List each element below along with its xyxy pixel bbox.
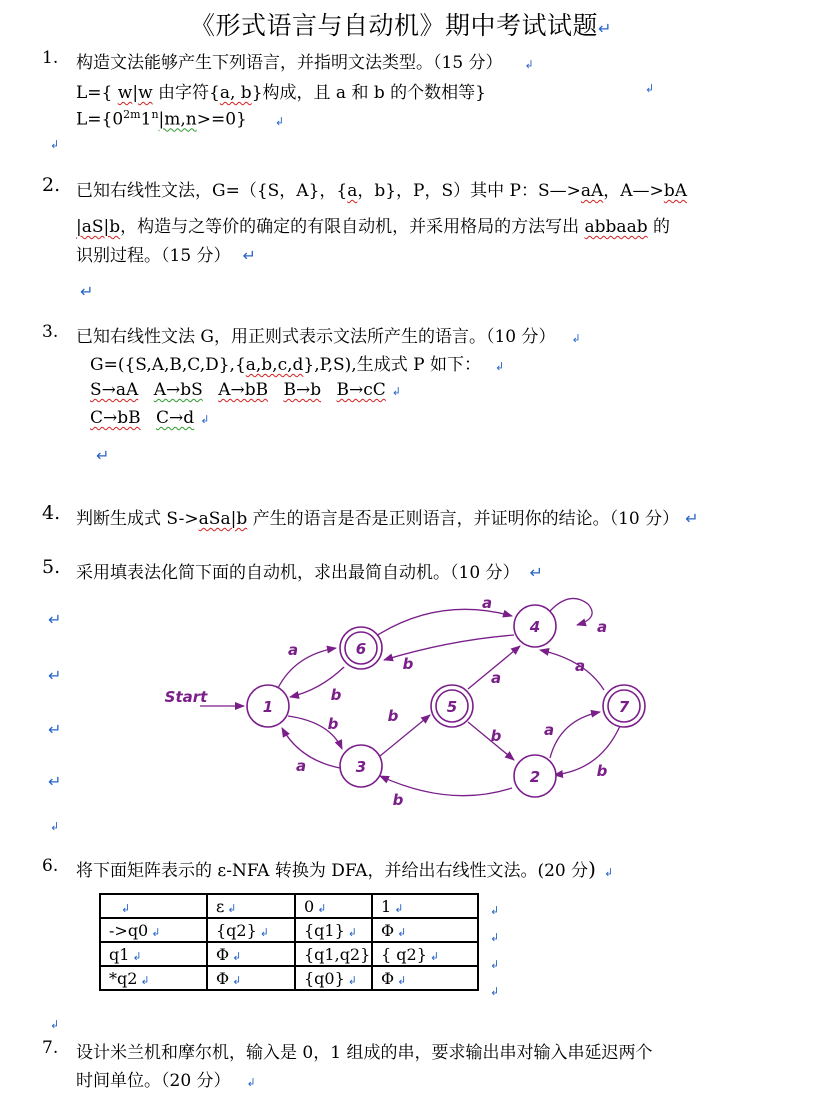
question-1-number: 1. bbox=[42, 48, 59, 68]
question-6-text: 将下面矩阵表示的 ε-NFA 转换为 DFA，并给出右线性文法。(20 分) ↲ bbox=[76, 857, 614, 881]
table-row bbox=[100, 966, 478, 990]
question-3-grammar: G=({S,A,B,C,D},{a,b,c,d},P,S),生成式 P 如下： ↲ bbox=[90, 355, 505, 375]
question-5-number: 5. bbox=[42, 556, 61, 578]
question-3-number: 3. bbox=[42, 322, 59, 342]
state-label: 4 bbox=[529, 618, 541, 636]
state-label: 6 bbox=[355, 640, 367, 658]
line-mark: ↲ bbox=[645, 82, 655, 95]
paragraph-mark: ↵ bbox=[598, 19, 612, 38]
line-mark: ↲ bbox=[200, 413, 210, 426]
question-2-line-2: |aS|b，构造与之等价的确定的有限自动机，并采用格局的方法写出 abbaab 的 bbox=[76, 217, 670, 237]
question-3-text: 已知右线性文法 G，用正则式表示文法所产生的语言。（10 分） ↲ bbox=[76, 327, 581, 347]
paragraph-mark: ↵ bbox=[242, 246, 256, 265]
paragraph-mark: ↵ bbox=[48, 720, 62, 739]
paragraph-mark: ↵ bbox=[48, 610, 62, 629]
table-cell: Φ ↲ bbox=[372, 966, 478, 990]
paragraph-mark: ↵ bbox=[80, 282, 94, 301]
state-label: 3 bbox=[355, 758, 367, 776]
paragraph-mark: ↵ bbox=[48, 666, 62, 685]
line-mark: ↲ bbox=[50, 1018, 60, 1031]
edge-1-6 bbox=[278, 648, 336, 688]
table-row bbox=[100, 894, 478, 918]
line-mark: ↲ bbox=[494, 360, 505, 373]
edge-label: b bbox=[490, 727, 502, 745]
table-cell: Φ ↲ bbox=[207, 966, 295, 990]
question-4-text: 判断生成式 S->aSa|b 产生的语言是否是正则语言，并证明你的结论。（10 分） ↵ bbox=[76, 509, 699, 529]
edge-label: a bbox=[295, 757, 307, 775]
edge-label: b bbox=[402, 655, 414, 673]
table-row bbox=[100, 942, 478, 966]
paragraph-mark: ↵ bbox=[96, 446, 110, 465]
edge-label: b bbox=[387, 707, 399, 725]
table-cell: ↲ bbox=[100, 894, 207, 918]
line-mark: ↲ bbox=[490, 931, 500, 944]
line-mark: ↲ bbox=[603, 866, 614, 879]
table-row bbox=[100, 918, 478, 942]
edge-label: a bbox=[543, 721, 555, 739]
line-mark: ↲ bbox=[490, 985, 500, 998]
table-cell: { q2} ↲ bbox=[372, 942, 478, 966]
table-cell: ->q0 ↲ bbox=[100, 918, 207, 942]
line-mark: ↲ bbox=[50, 138, 60, 151]
question-3-productions-2: C→bB C→d ↲ bbox=[90, 408, 210, 428]
question-6-number: 6. bbox=[42, 856, 59, 876]
paragraph-mark: ↵ bbox=[685, 509, 699, 528]
line-mark: ↲ bbox=[524, 58, 534, 71]
edge-label: a bbox=[481, 594, 493, 612]
state-label: 5 bbox=[446, 698, 458, 716]
line-mark: ↲ bbox=[571, 332, 581, 345]
table-cell: *q2 ↲ bbox=[100, 966, 207, 990]
line-mark: ↲ bbox=[391, 385, 402, 398]
question-2-line-3: 识别过程。（15 分） ↵ bbox=[76, 246, 256, 266]
edge-label: b bbox=[392, 791, 404, 809]
edge-label: a bbox=[596, 618, 608, 636]
table-cell: 1 ↲ bbox=[372, 894, 478, 918]
edge-label: a bbox=[574, 657, 586, 675]
edge-6-4 bbox=[376, 609, 512, 636]
paragraph-mark: ↵ bbox=[48, 772, 62, 791]
edge-label: b bbox=[330, 686, 342, 704]
paragraph-mark: ↵ bbox=[529, 563, 543, 582]
table-cell: Φ ↲ bbox=[372, 918, 478, 942]
question-2-number: 2. bbox=[42, 174, 61, 196]
question-2-line-1: 已知右线性文法，G=（{S，A}，{a，b}，P，S）其中 P：S—>aA，A—>bA bbox=[76, 181, 687, 201]
edge-label: b bbox=[596, 762, 608, 780]
state-label: 7 bbox=[618, 698, 630, 716]
line-mark: ↲ bbox=[246, 1076, 256, 1089]
table-cell: {q1,q2} bbox=[295, 942, 372, 966]
question-3-productions-1: S→aA A→bS A→bB B→b B→cC ↲ bbox=[90, 380, 402, 400]
edge-label: b bbox=[327, 715, 339, 733]
state-label: 2 bbox=[529, 768, 541, 786]
line-mark: ↲ bbox=[50, 820, 60, 833]
edge-label: a bbox=[287, 641, 299, 659]
automaton-diagram bbox=[0, 585, 820, 815]
question-7-line-2: 时间单位。（20 分） ↲ bbox=[76, 1071, 256, 1091]
table-cell: {q1} ↲ bbox=[295, 918, 372, 942]
question-4-number: 4. bbox=[42, 502, 61, 524]
question-1-text: 构造文法能够产生下列语言，并指明文法类型。（15 分） ↲ bbox=[76, 53, 534, 73]
edge-2-7 bbox=[550, 712, 600, 758]
document-title: 《形式语言与自动机》期中考试试题↵ bbox=[190, 11, 612, 40]
question-1-language-1: L={ w|w 由字符{a, b}构成，且 a 和 b 的个数相等} bbox=[76, 83, 486, 103]
line-mark: ↲ bbox=[274, 114, 285, 128]
question-1-language-2: $L=\{0^{2m}1^n|m,n>=0\}$ ↲ bbox=[76, 108, 285, 130]
line-mark: ↲ bbox=[490, 904, 500, 917]
transition-matrix bbox=[99, 893, 479, 991]
table-cell: {q0} ↲ bbox=[295, 966, 372, 990]
question-7-number: 7. bbox=[42, 1038, 59, 1058]
table-cell: 0 ↲ bbox=[295, 894, 372, 918]
edge-label: a bbox=[490, 669, 502, 687]
line-mark: ↲ bbox=[490, 958, 500, 971]
table-cell: Φ ↲ bbox=[207, 942, 295, 966]
start-label: Start bbox=[164, 688, 208, 706]
table-cell: {q2} ↲ bbox=[207, 918, 295, 942]
edge-7-4 bbox=[540, 650, 604, 690]
table-cell: q1 ↲ bbox=[100, 942, 207, 966]
state-label: 1 bbox=[262, 698, 274, 716]
edge-7-2 bbox=[554, 726, 620, 775]
question-5-text: 采用填表法化简下面的自动机，求出最简自动机。（10 分） ↵ bbox=[76, 563, 543, 583]
table-cell: ε ↲ bbox=[207, 894, 295, 918]
edge-4-4 bbox=[550, 598, 592, 625]
question-7-line-1: 设计米兰机和摩尔机，输入是 0，1 组成的串，要求输出串对输入串延迟两个 bbox=[76, 1043, 653, 1063]
